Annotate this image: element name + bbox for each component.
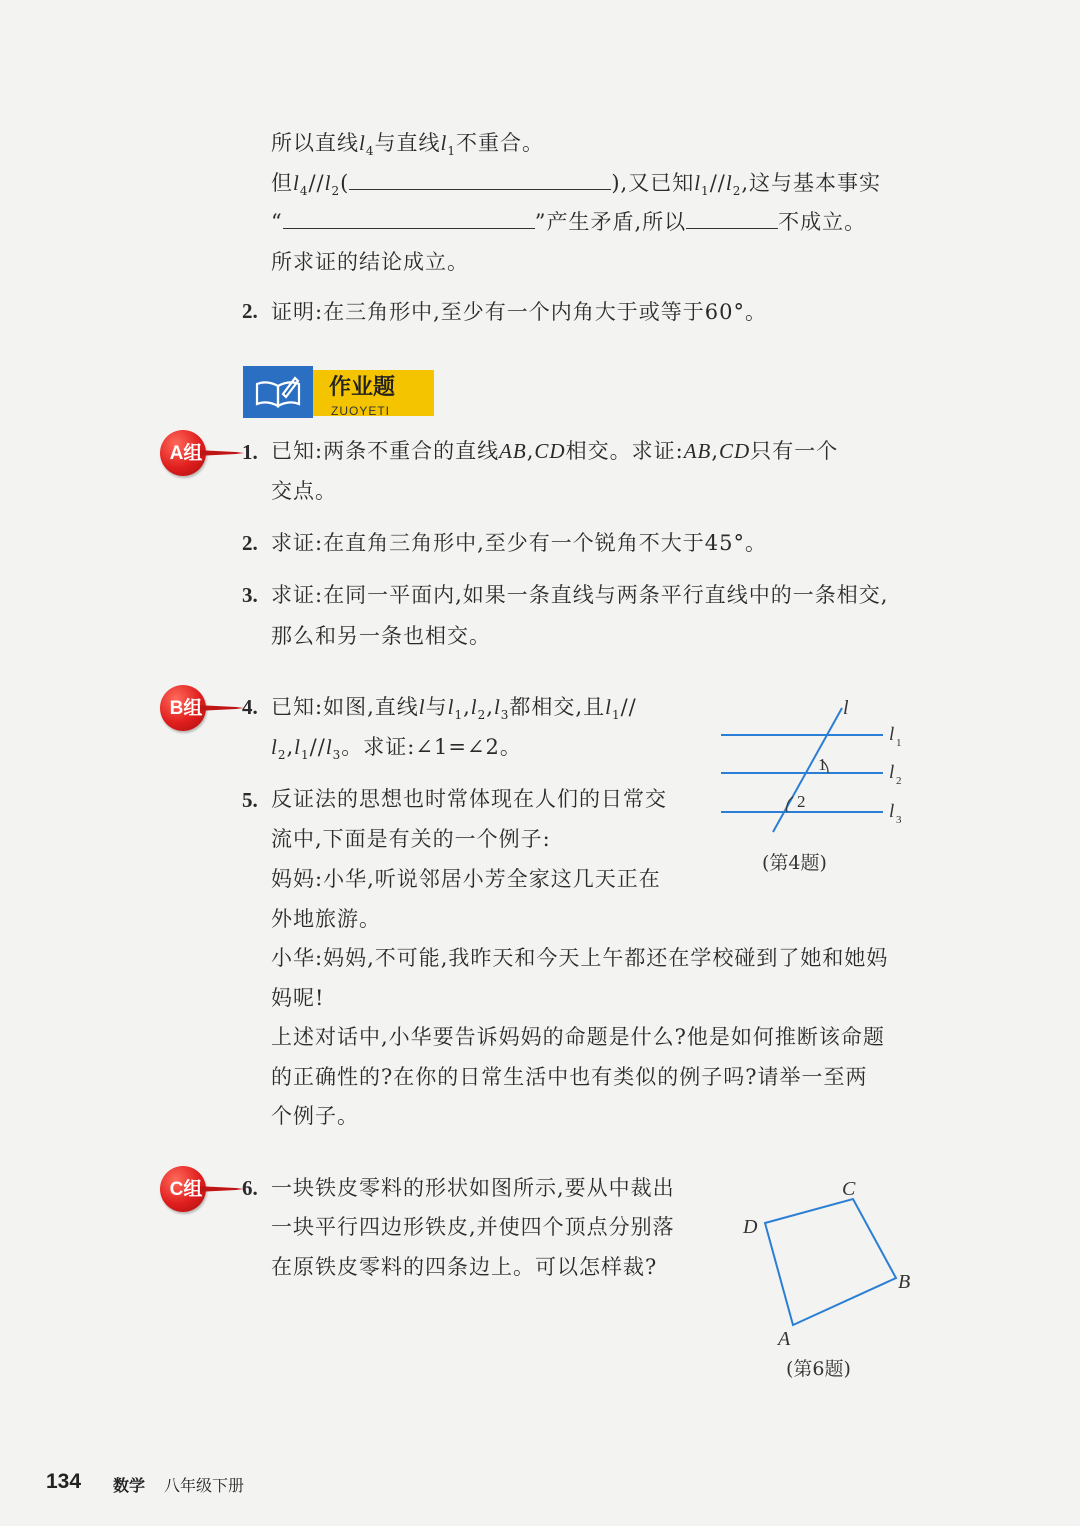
figure-4-caption: (第4题) (762, 852, 827, 874)
q1-line-1: 已知:两条不重合的直线AB,CD相交。求证:AB,CD只有一个 (271, 439, 839, 463)
q6-number: 6. (242, 1176, 258, 1200)
q5-line-1: 反证法的思想也时常体现在人们的日常交 (271, 787, 667, 811)
q5-line-8: 的正确性的?在你的日常生活中也有类似的例子吗?请举一至两 (271, 1065, 868, 1089)
homework-banner (243, 364, 438, 422)
proof-line-3: “ ”产生矛盾,所以 不成立。 (271, 206, 866, 237)
q5-line-4: 外地旅游。 (271, 907, 381, 931)
label-l1-sub: 1 (896, 737, 902, 749)
q1-line-2: 交点。 (271, 479, 337, 503)
label-l1: l (889, 724, 895, 745)
q5-line-9: 个例子。 (271, 1104, 359, 1128)
vertex-b-label: B (898, 1271, 911, 1293)
answer-blank-3[interactable] (686, 206, 778, 229)
label-l2-sub: 2 (896, 775, 902, 787)
vertex-c-label: C (842, 1178, 856, 1200)
group-c-badge: C组 (160, 1166, 244, 1212)
homework-banner-title: 作业题 (329, 375, 396, 400)
q5-line-6: 妈呢! (271, 986, 325, 1010)
group-b-badge: B组 (160, 685, 244, 731)
exercise-2-number: 2. (242, 299, 258, 323)
homework-banner-pinyin: ZUOYETI (331, 404, 391, 418)
q3-line-1: 求证:在同一平面内,如果一条直线与两条平行直线中的一条相交, (271, 583, 889, 607)
label-l3-sub: 3 (896, 814, 902, 826)
q5-line-3: 妈妈:小华,听说邻居小芳全家这几天正在 (271, 867, 661, 891)
q5-line-2: 流中,下面是有关的一个例子: (271, 827, 551, 851)
quadrilateral-abcd (765, 1199, 896, 1325)
vertex-d-label: D (743, 1216, 758, 1238)
q6-line-3: 在原铁皮零料的四条边上。可以怎样裁? (271, 1255, 658, 1279)
figure-6-diagram (735, 1175, 925, 1355)
q1-number: 1. (242, 440, 258, 464)
footer-grade: 八年级下册 (164, 1476, 245, 1495)
angle-1-label: 1 (818, 755, 827, 774)
proof-line-2: 但$l_4//l_2$( ),又已知$l_1//l_2$,这与基本事实 (271, 167, 881, 206)
proof-line-1: 所以直线$l_4$与直线$l_1$不重合。 (271, 131, 544, 159)
q5-number: 5. (242, 788, 258, 812)
q5-line-5: 小华:妈妈,不可能,我昨天和今天上午都还在学校碰到了她和她妈 (271, 946, 889, 970)
figure-4-diagram (715, 690, 915, 840)
q6-line-2: 一块平行四边形铁皮,并使四个顶点分别落 (271, 1215, 675, 1239)
footer-subject: 数学 (113, 1476, 146, 1495)
transversal-l (773, 708, 842, 832)
group-a-badge: A组 (160, 430, 244, 476)
q5-line-7: 上述对话中,小华要告诉妈妈的命题是什么?他是如何推断该命题 (271, 1025, 885, 1049)
angle-2-label: 2 (797, 792, 806, 811)
exercise-2-text: 证明:在三角形中,至少有一个内角大于或等于60°。 (271, 300, 767, 324)
vertex-a-label: A (778, 1328, 791, 1350)
label-l: l (843, 697, 849, 719)
q2-text: 求证:在直角三角形中,至少有一个锐角不大于45°。 (271, 531, 767, 555)
q4-line-1: 已知:如图,直线l与$l_1,l_2,l_3$都相交,且$l_1//$ (271, 695, 637, 723)
proof-line-4: 所求证的结论成立。 (271, 250, 469, 274)
figure-6-caption: (第6题) (786, 1358, 851, 1380)
label-l2: l (889, 762, 895, 783)
q3-line-2: 那么和另一条也相交。 (271, 624, 491, 648)
q3-number: 3. (242, 583, 258, 607)
answer-blank-1[interactable] (349, 167, 611, 190)
page-number: 134 (46, 1470, 82, 1493)
q2-number: 2. (242, 531, 258, 555)
q4-number: 4. (242, 695, 258, 719)
q6-line-1: 一块铁皮零料的形状如图所示,要从中裁出 (271, 1176, 675, 1200)
q4-line-2: $l_2,l_1//l_3$。求证:∠1=∠2。 (271, 735, 522, 763)
answer-blank-2[interactable] (283, 206, 535, 229)
label-l3: l (889, 801, 895, 822)
